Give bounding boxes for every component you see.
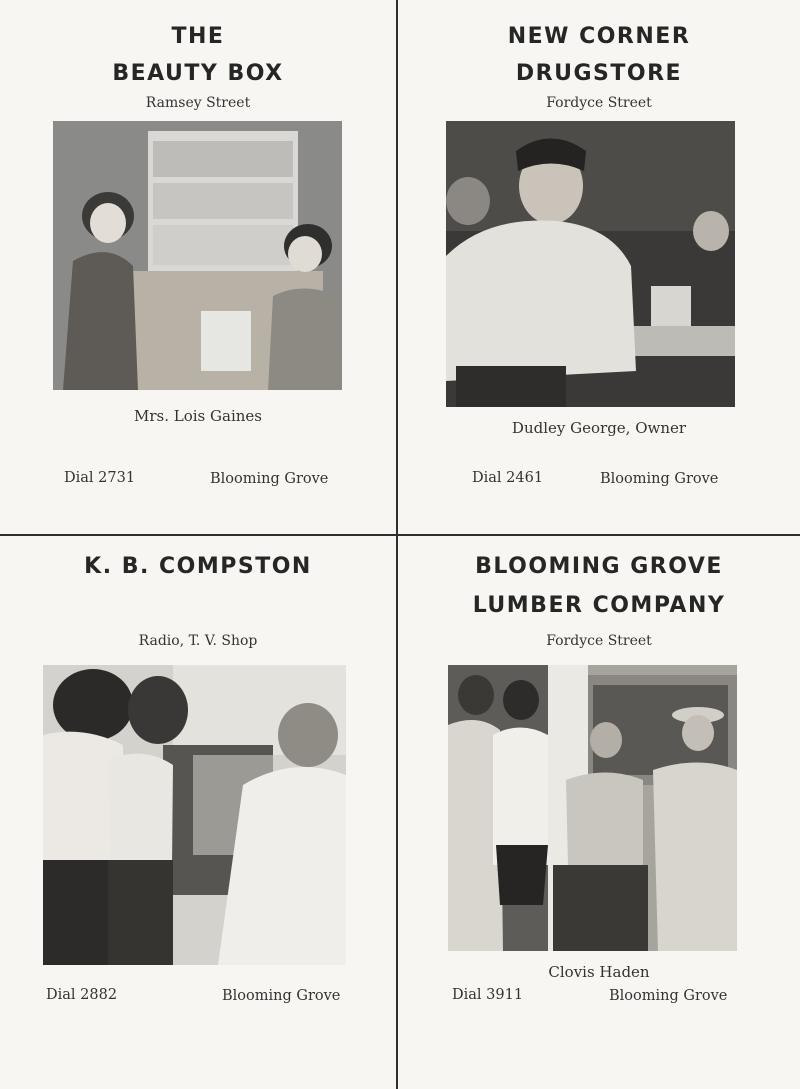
ad-location: Fordyce Street	[546, 633, 652, 649]
ad-location: Radio, T. V. Shop	[138, 633, 258, 649]
ad-caption: Clovis Haden	[548, 963, 650, 981]
ad-dial: Dial 3911	[452, 987, 524, 1003]
ad-blooming-grove-lumber	[398, 536, 800, 1089]
ad-beauty-box	[0, 0, 396, 534]
ad-title-line2: DRUGSTORE	[515, 61, 683, 86]
ad-location: Fordyce Street	[546, 95, 652, 111]
ad-caption: Mrs. Lois Gaines	[134, 407, 262, 425]
radio-tv-shop-photo	[43, 665, 346, 965]
ad-kb-compston	[0, 536, 396, 1089]
ad-title-line2: LUMBER COMPANY	[472, 593, 726, 618]
ad-title-line1: K. B. COMPSTON	[84, 554, 312, 579]
lumber-company-photo	[448, 665, 737, 951]
beauty-shop-photo	[53, 121, 342, 390]
ad-title-line1: BLOOMING GROVE	[475, 554, 723, 579]
ad-title-line1: THE	[171, 24, 225, 49]
ad-new-corner-drugstore	[398, 0, 800, 534]
ad-location: Ramsey Street	[145, 95, 251, 111]
ad-town: Blooming Grove	[210, 471, 329, 487]
ad-town: Blooming Grove	[222, 988, 341, 1004]
ad-caption: Dudley George, Owner	[511, 419, 687, 437]
ad-title-line2: BEAUTY BOX	[112, 61, 284, 86]
ad-dial: Dial 2731	[64, 470, 136, 486]
ad-town: Blooming Grove	[609, 988, 728, 1004]
ad-dial: Dial 2882	[46, 987, 118, 1003]
drugstore-photo	[446, 121, 735, 407]
ad-title-line1: NEW CORNER	[507, 24, 691, 49]
ad-town: Blooming Grove	[600, 471, 719, 487]
ad-dial: Dial 2461	[472, 470, 544, 486]
